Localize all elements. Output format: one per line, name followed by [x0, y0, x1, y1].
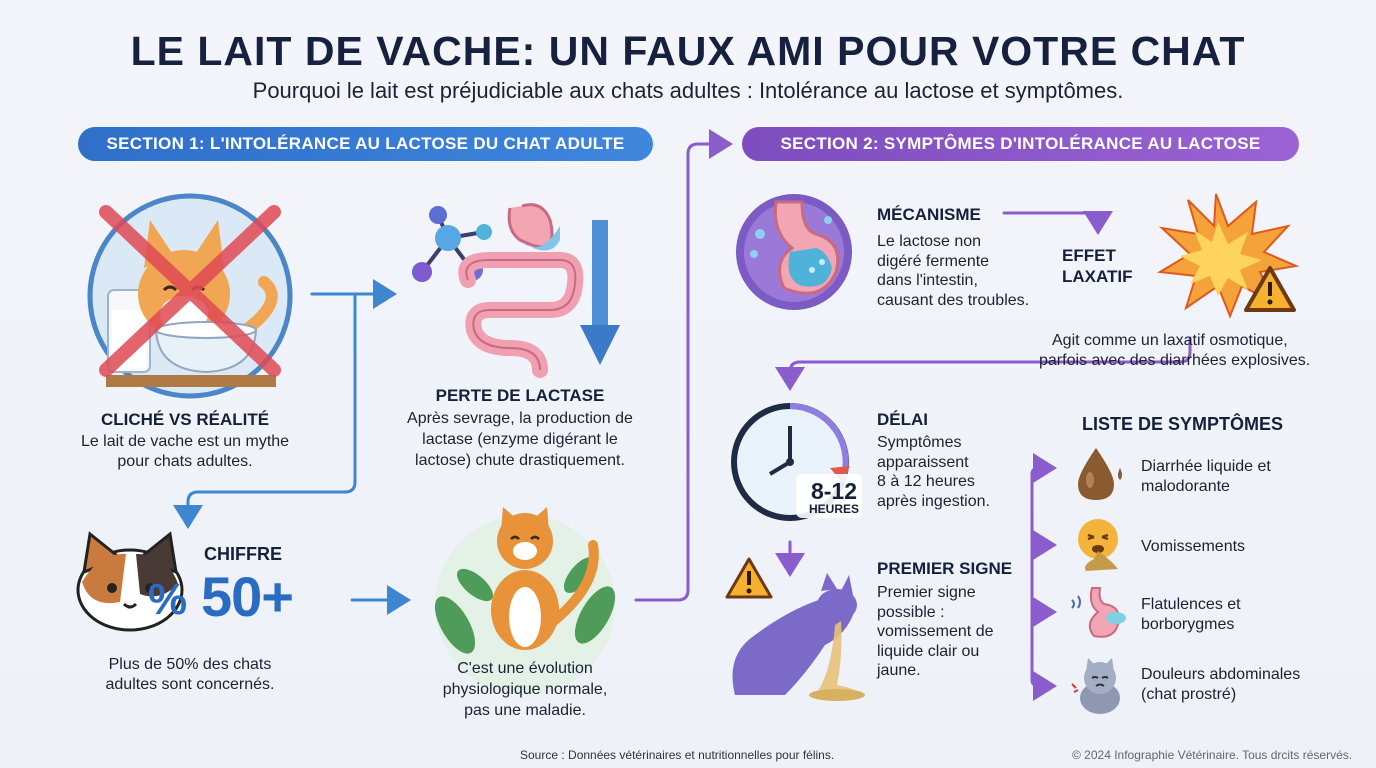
mecanisme-heading: MÉCANISME	[877, 205, 981, 224]
molecule-icon	[412, 206, 492, 282]
symptom-3-line2: borborygmes	[1141, 616, 1235, 633]
lactase-text-2: lactase (enzyme digérant le	[422, 431, 618, 448]
cliche-illustration	[86, 190, 311, 400]
effet-heading-1: EFFET	[1062, 246, 1116, 265]
lactase-illustration	[410, 200, 620, 375]
percent-symbol: %	[148, 575, 188, 624]
premier-signe-text-2: possible :	[877, 604, 945, 621]
symptom-1-line2: malodorante	[1141, 478, 1230, 495]
vomiting-cat-illustration	[725, 555, 865, 705]
evolution-text-3: pas une maladie.	[464, 702, 586, 719]
delai-text-1: Symptômes	[877, 434, 962, 451]
symptom-4-line2: (chat prostré)	[1141, 686, 1237, 703]
lactase-heading: PERTE DE LACTASE	[435, 386, 605, 405]
symptom-3-line1: Flatulences et	[1141, 596, 1241, 613]
mecanisme-text-1: Le lactose non	[877, 233, 982, 250]
delai-text-3: 8 à 12 heures	[877, 473, 975, 490]
premier-signe-heading: PREMIER SIGNE	[877, 559, 1013, 578]
lactase-text-3: lactose) chute drastiquement.	[415, 452, 625, 469]
section1-badge: SECTION 1: L'INTOLÉRANCE AU LACTOSE DU CHAT ADULTE	[78, 127, 653, 161]
symptom-4-line1: Douleurs abdominales	[1141, 666, 1301, 683]
chiffre-text-2: adultes sont concernés.	[105, 676, 275, 693]
cliche-text-1: Le lait de vache est un mythe	[80, 433, 290, 450]
cliche-text-2: pour chats adultes.	[117, 453, 253, 470]
explosion-icon	[1152, 192, 1302, 317]
footer-source: Source : Données vétérinaires et nutritionnelles pour félins.	[520, 748, 835, 762]
premier-signe-text-5: jaune.	[877, 662, 921, 679]
effet-text-2: parfois avec des diarrhées explosives.	[1039, 352, 1311, 369]
lactase-text-1: Après sevrage, la production de	[407, 410, 633, 427]
page-subtitle: Pourquoi le lait est préjudiciable aux chats adultes : Intolérance au lactose et symptômes.	[252, 78, 1124, 103]
delai-text-2: apparaissent	[877, 454, 969, 471]
sad-cat-icon	[1068, 654, 1130, 716]
vomit-face-icon	[1068, 515, 1130, 575]
table-shape	[106, 375, 276, 387]
premier-signe-text-1: Premier signe	[877, 584, 976, 601]
page-title: LE LAIT DE VACHE: UN FAUX AMI POUR VOTRE CHAT	[130, 28, 1246, 74]
drop-icon	[1068, 444, 1128, 504]
symptom-1-line1: Diarrhée liquide et	[1141, 458, 1271, 475]
mecanisme-text-3: dans l'intestin,	[877, 272, 978, 289]
warning-icon	[727, 559, 771, 597]
evolution-text-1: C'est une évolution	[457, 660, 593, 677]
chiffre-heading: CHIFFRE	[204, 544, 282, 564]
delai-text-4: après ingestion.	[877, 493, 990, 510]
section2-badge: SECTION 2: SYMPTÔMES D'INTOLÉRANCE AU LACTOSE	[742, 127, 1299, 161]
fermenting-stomach-icon	[732, 192, 862, 312]
footer-copyright: © 2024 Infographie Vétérinaire. Tous drcits réservés.	[1072, 748, 1353, 762]
effet-text-1: Agit comme un laxatif osmotique,	[1052, 332, 1288, 349]
evolution-text-2: physiologique normale,	[442, 681, 608, 698]
cliche-heading: CLICHÉ VS RÉALITÉ	[100, 410, 270, 429]
mecanisme-text-4: causant des troubles.	[877, 292, 1030, 309]
effet-heading-2: LAXATIF	[1062, 267, 1133, 286]
chiffre-text-1: Plus de 50% des chats	[108, 656, 272, 673]
premier-signe-text-3: vomissement de	[877, 623, 994, 640]
stomach-gas-icon	[1068, 584, 1130, 642]
symptom-2-line1: Vomissements	[1141, 538, 1246, 555]
premier-signe-text-4: liquide clair ou	[877, 643, 980, 660]
delai-heading: DÉLAI	[877, 410, 928, 429]
symptomes-heading: LISTE DE SYMPTÔMES	[1082, 414, 1284, 434]
clock-unit: HEURES	[808, 502, 859, 516]
arrow-down-icon	[580, 220, 620, 365]
mecanisme-text-2: digéré fermente	[877, 253, 990, 270]
chiffre-value: 50+	[201, 565, 293, 628]
clock-label: 8-12	[810, 478, 858, 504]
evolution-illustration	[425, 505, 625, 653]
